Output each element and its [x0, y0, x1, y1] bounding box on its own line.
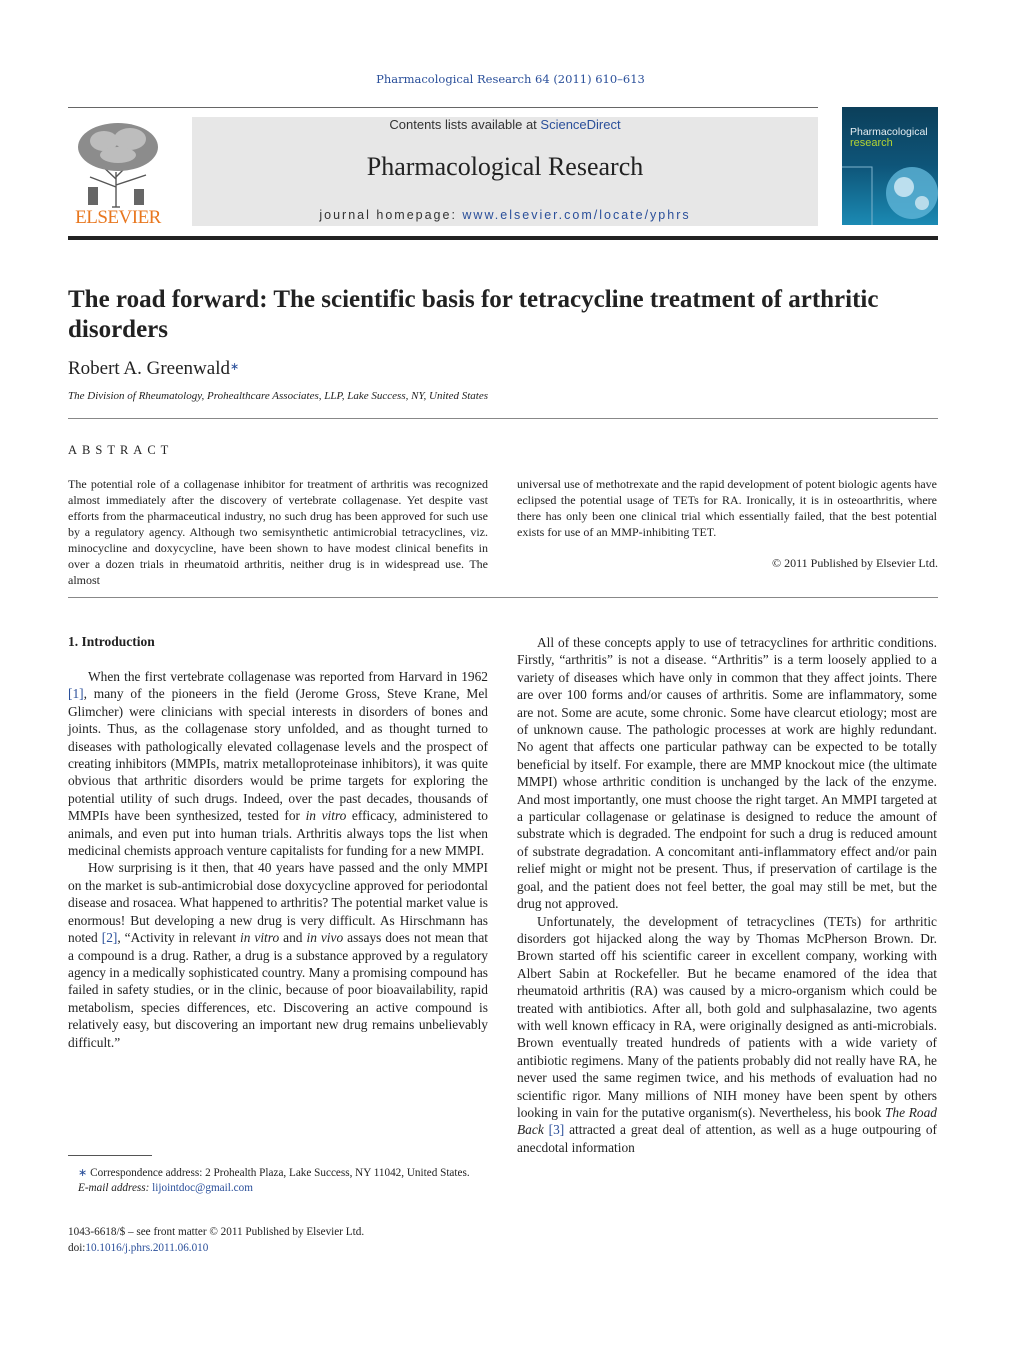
journal-citation[interactable]: Pharmacological Research 64 (2011) 610–613: [376, 72, 645, 86]
author-name: Robert A. Greenwald: [68, 358, 230, 379]
sciencedirect-link[interactable]: ScienceDirect: [540, 117, 621, 132]
author-line: [68, 358, 239, 380]
issn-line: 1043-6618/$ – see front matter © 2011 Published by Elsevier Ltd.: [68, 1226, 365, 1238]
contents-line: [192, 117, 818, 132]
doi-link[interactable]: 10.1016/j.phrs.2011.06.010: [85, 1241, 209, 1254]
abstract-left-column: The potential role of a collagenase inhibitor for treatment of arthritis was recognized almost immediately after the discovery of vertebrate collagenase. Yet despite vast efforts from the pharmaceutical industry, no such drug has been approved for such use by a regulatory agency. Although two semisynthetic antimicrobial tetracyclines, viz. minocycline and doxycycline, have been shown to have modest clinical benefits in over a dozen trials in rheumatoid arthritis, neither drug is in widespread use. The almost: [68, 477, 488, 587]
front-matter: [68, 1225, 364, 1256]
masthead-thick-rule: [68, 236, 938, 240]
reference-link[interactable]: [1]: [68, 686, 84, 702]
email-link[interactable]: lijointdoc@gmail.com: [152, 1181, 253, 1194]
author-affiliation: The Division of Rheumatology, Prohealthcare Associates, LLP, Lake Success, NY, United States: [68, 390, 489, 402]
footnote: [68, 1166, 488, 1195]
paragraph: How surprising is it then, that 40 years have passed and the only MMPI on the market is sub-antimicrobial dose doxycycline approved for periodontal disease and rosacea. What happened to arthritis? The potential market value is enormous! But developing a new drug is very difficult. As Hirschmann has noted [2], “Activity in relevant in vitro and in vivo assays does not mean that a compound is a drug. Rather, a drug is a substance approved by a regulatory agency in a medically sophisticated country. Many a promising compound has failed in safety studies, or in the clinic, because of poor bioavailability, rapid metabolism, species differences, etc. Discovering an active compound is relatively easy, but discovering an important new drug remains unbelievably difficult.”: [68, 860, 489, 1050]
elsevier-tree-icon: [68, 117, 168, 209]
abstract-heading: ABSTRACT: [68, 443, 174, 457]
journal-cover[interactable]: [842, 107, 938, 225]
article-title: The road forward: The scientific basis for tetracycline treatment of arthritic disorders: [68, 286, 879, 343]
abstract-bottom-rule: [68, 597, 938, 598]
abstract-right-column: universal use of methotrexate and the rapid development of potent biologic agents have eclipsed the potential usage of TETs for RA. Ironically, it is in osteoarthritis, where there has only been one clinical trial which essentially failed, that the best potential exists for use of an MMP-inhibiting TET.: [517, 477, 937, 539]
reference-link[interactable]: [3]: [548, 1122, 565, 1138]
paragraph: Unfortunately, the development of tetracyclines (TETs) for arthritic disorders got hijacked along the way by Thomas McPherson Brown. Dr. Brown started off his scientific career in excellent company, working with Albert Sabin at Rockefeller. But he became enamored of the idea that rheumatoid arthritis (RA) was caused by a micro-organism which could be treated with antibiotics. After all, both gold and sulphasalazine, two agents with well known efficacy in RA, were originally designed as anti-microbials. Brown eventually treated hundreds of patients with a wide variety of antibiotic regimens. Many of the patients probably did not really have RA, he never used the same regimen twice, and his methods of evaluation had no scientific rigor. Many millions of NIH money have been spent by others looking in vain for the putative organism(s). Nevertheless, his book The Road Back [3] attracted a great deal of attention, as well as a huge outpouring of anecdotal information: [517, 913, 937, 1155]
homepage-prefix: journal homepage:: [319, 208, 463, 222]
homepage-line: [192, 208, 818, 222]
author-footnote-mark[interactable]: ∗: [229, 361, 240, 373]
homepage-link[interactable]: www.elsevier.com/locate/yphrs: [462, 208, 691, 222]
journal-title: Pharmacological Research: [366, 152, 644, 181]
footnote-rule: [68, 1155, 152, 1156]
doi-line: doi:10.1016/j.phrs.2011.06.010: [68, 1241, 209, 1254]
cover-title-line1: Pharmacological: [850, 126, 928, 138]
elsevier-logo[interactable]: [68, 117, 168, 229]
email-note: E-mail address: lijointdoc@gmail.com: [78, 1181, 253, 1194]
cover-title-line2: research: [850, 137, 893, 149]
header-rule: [68, 107, 818, 108]
abstract-copyright: © 2011 Published by Elsevier Ltd.: [772, 556, 938, 570]
elsevier-wordmark: ELSEVIER: [75, 207, 161, 228]
body-left-column: [68, 668, 488, 1051]
correspondence-note: ∗ Correspondence address: 2 Prohealth Plaza, Lake Success, NY 11042, United States.: [78, 1167, 470, 1179]
contents-prefix: Contents lists available at: [389, 117, 541, 132]
paragraph: All of these concepts apply to use of tetracyclines for arthritic conditions. Firstly, “arthritis” is not a disease. “Arthritis” is a term loosely applied to a variety of diseases which have only in common that they affect joints. There are over 100 forms and/or causes of arthritis. Some are inflammatory, some are not. Some are acute, some chronic. Some have clearcut etiology; most are of unknown cause. The pathologic processes at work are highly redundant. No agent that affects one particular pathway can be expected to be totally beneficial by itself. For example, there are MMP knockout mice (the ultimate MMPI) whose arthritic condition is unchanged by the lack of the enzyme. And most importantly, one must choose the right target. An MMPI targeted at a particular collagenase or gelatinase is designed to reduce the amount of substrate which is degraded. The endpoint for such a drug is reduced amount of substrate degradation. A concomitant anti-inflammatory effect and/or pain relief might or might not be present. Thus, if preservation of cartilage is the goal, and the patient does not feel better, the goal may still be met, but the drug not approved.: [517, 635, 937, 912]
paragraph: When the first vertebrate collagenase was reported from Harvard in 1962 [1], many of the pioneers in the field (Jerome Gross, Steve Krane, Mel Glimcher) were clinicians with special interests in disorders of bones and joints. Thus, as the collagenase story unfolded, and as thought turned to diseases with pathologically elevated collagenase levels and the prospect of creating inhibitors (MMPIs, matrix metalloproteinase inhibitors), it was quite obvious that arthritic disorders would be prime targets for exploring the potential utility of such drugs. Indeed, over the past decades, thousands of MMPIs have been synthesized, tested for in vitro efficacy, administered to animals, and even put into human trials. Arthritis always tops the list when medicinal chemists approach venture capitalists for funding for a new MMPI.: [68, 669, 488, 859]
abstract-top-rule: [68, 418, 938, 419]
cover-art-icon: [842, 107, 938, 225]
body-right-column: [517, 634, 937, 1156]
journal-masthead: [192, 117, 818, 226]
footnote-mark: ∗: [78, 1167, 88, 1179]
reference-link[interactable]: [2]: [101, 930, 118, 946]
section-heading-introduction: 1. Introduction: [68, 634, 155, 649]
